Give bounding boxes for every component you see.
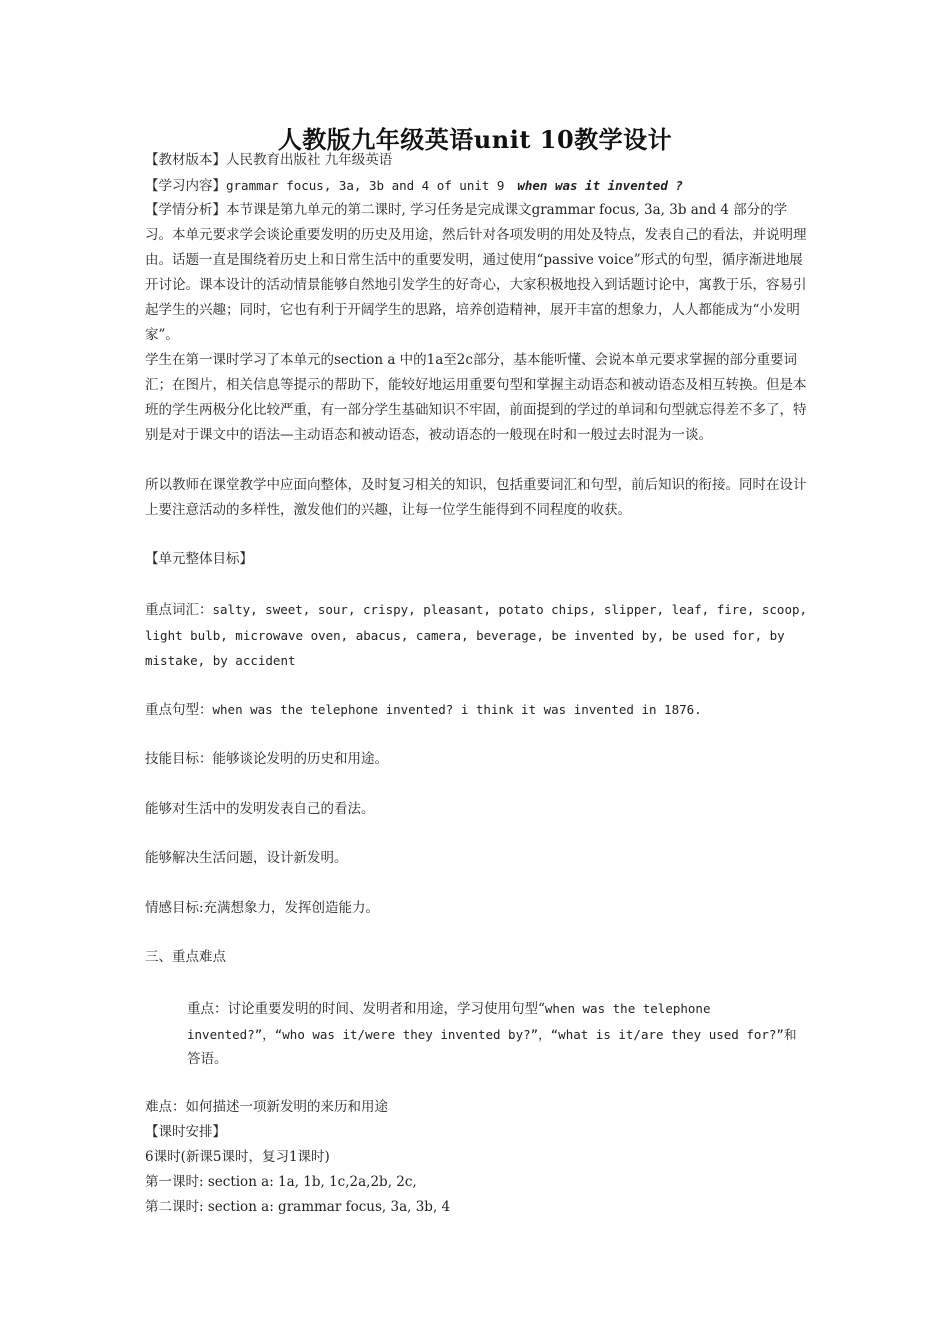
- content-line: [145, 173, 810, 199]
- analysis-paragraph-1: [145, 198, 811, 348]
- focus-label: 重点：讨论重要发明的时间、发明者和用途，学习使用句型“: [187, 1001, 545, 1017]
- focus-line-2: invented?”，“who was it/were they invented by?”，“what is it/are they used for?”和: [187, 1027, 797, 1042]
- schedule-heading: 【课时安排】: [145, 1124, 226, 1140]
- schedule-lesson-1: 第一课时: section a: 1a, 1b, 1c,2a,2b, 2c,: [145, 1174, 417, 1190]
- difficulty-line: 难点：如何描述一项新发明的来历和用途: [145, 1099, 388, 1115]
- analysis-label: 【学情分析】: [145, 202, 226, 218]
- focus-line-3: 答语。: [187, 1051, 228, 1067]
- content-emphasis: when was it invented ?: [517, 178, 683, 193]
- vocab-line-2: light bulb, microwave oven, abacus, camera, beverage, be invented by, be used for, by: [145, 628, 785, 643]
- vocab-block: [145, 597, 810, 673]
- schedule-total: 6课时(新课5课时，复习1课时): [145, 1149, 330, 1165]
- content-label: 【学习内容】: [145, 178, 226, 194]
- pattern-line: [145, 697, 810, 723]
- vocab-line-3: mistake, by accident: [145, 653, 296, 668]
- key-points-heading: 三、重点难点: [145, 949, 226, 965]
- skill-goal-3: 能够解决生活问题，设计新发明。: [145, 850, 348, 866]
- pattern-value: when was the telephone invented? i think it was invented in 1876.: [212, 702, 702, 717]
- vocab-line-1: salty, sweet, sour, crispy, pleasant, potato chips, slipper, leaf, fire, scoop,: [212, 602, 808, 617]
- textbook-label: 【教材版本】: [145, 152, 226, 168]
- focus-line-1-en: when was the telephone: [544, 1001, 711, 1016]
- goals-heading: 【单元整体目标】: [145, 551, 253, 567]
- content-value: grammar focus, 3a, 3b and 4 of unit 9: [226, 178, 505, 193]
- emotion-goal: 情感目标:充满想象力，发挥创造能力。: [145, 900, 380, 916]
- document-title: 人教版九年级英语unit 10教学设计: [277, 125, 673, 154]
- skill-goal-2: 能够对生活中的发明发表自己的看法。: [145, 801, 375, 817]
- schedule-lesson-2: 第二课时: section a: grammar focus, 3a, 3b, 4: [145, 1199, 451, 1215]
- skill-goal-1: 技能目标：能够谈论发明的历史和用途。: [145, 751, 388, 767]
- vocab-label: 重点词汇：: [145, 602, 213, 618]
- textbook-value: 人民教育出版社 九年级英语: [226, 152, 393, 168]
- analysis-paragraph-2: 学生在第一课时学习了本单元的section a 中的1a至2c部分，基本能听懂、会说本单元要求掌握的部分重要词汇；在图片，相关信息等提示的帮助下，能较好地运用重要句型和掌握主动语态和被动语态及相互转换。但是本班的学生两极分化比较严重，有一部分学生基础知识不牢固，前面提到的学过的单词和句型就忘得差不多了，特别是对于课文中的语法—主动语态和被动语态，被动语态的一般现在时和一般过去时混为一谈。: [145, 352, 807, 443]
- analysis-paragraph-3: 所以教师在课堂教学中应面向整体，及时复习相关的知识，包括重要词汇和句型，前后知识的衔接。同时在设计上要注意活动的多样性，激发他们的兴趣，让每一位学生能得到不同程度的收获。: [145, 477, 807, 518]
- pattern-label: 重点句型：: [145, 702, 213, 718]
- analysis-text-1: 本节课是第九单元的第二课时, 学习任务是完成课文grammar focus, 3a, 3b and 4 部分的学习。本单元要求学会谈论重要发明的历史及用途，然后针对各项发明的用处及特点，发表自己的看法，并说明理由。话题一直是围绕着历史上和日常生活中的重要发明，通过使用“passive voice”形式的句型，循序渐进地展开讨论。课本设计的活动情景能够自然地引发学生的好奇心，大家积极地投入到话题讨论中，寓教于乐，容易引起学生的兴趣；同时，它也有利于开阔学生的思路，培养创造精神，展开丰富的想象力，人人都能成为“小发明家”。: [145, 202, 807, 343]
- focus-block: [187, 996, 807, 1072]
- textbook-line: [145, 148, 810, 173]
